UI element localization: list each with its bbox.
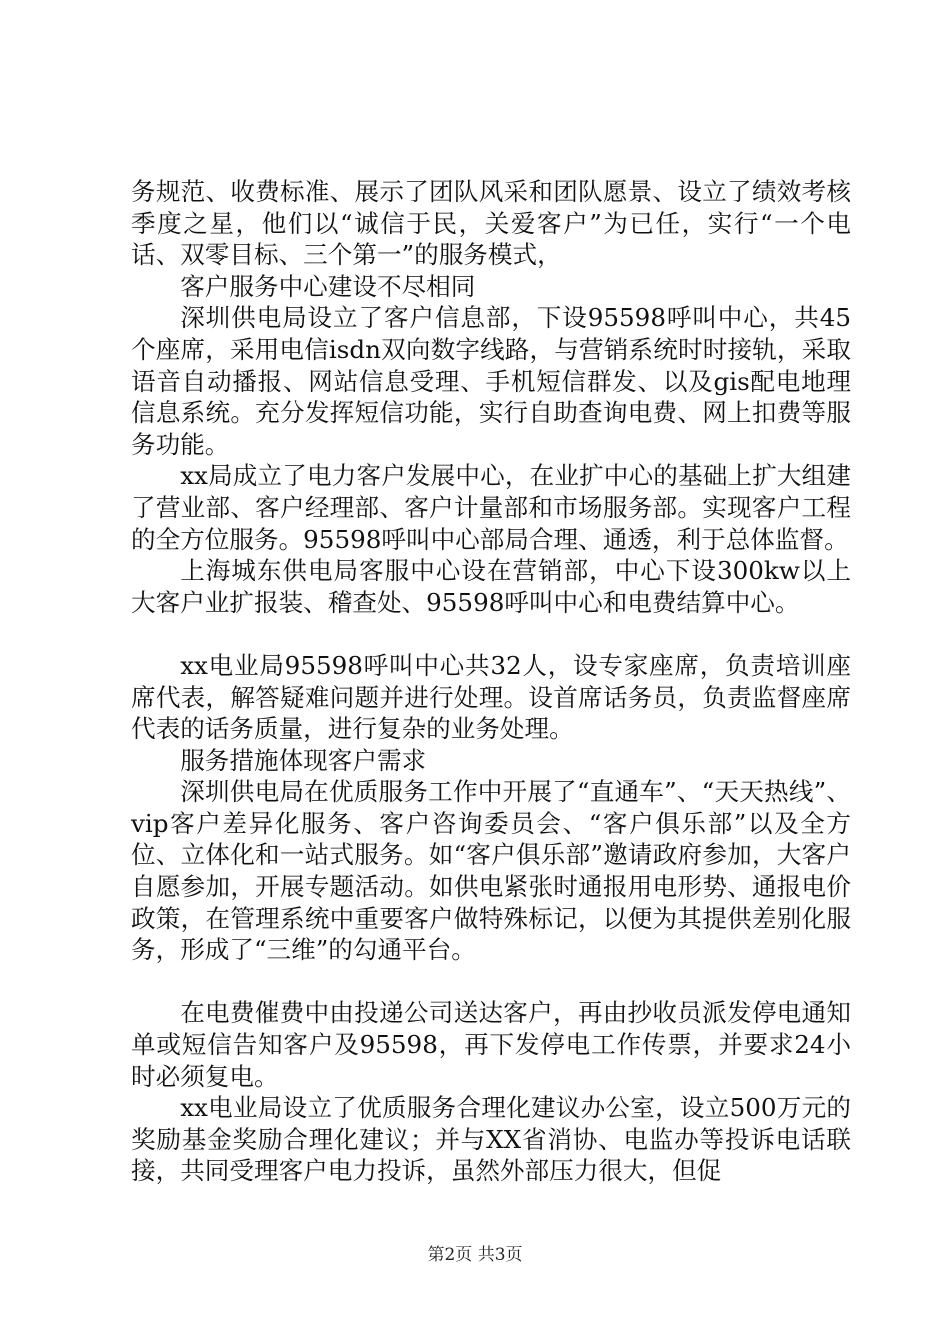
paragraph-shenzhen-info-dept: 深圳供电局设立了客户信息部，下设95598呼叫中心，共45个座席，采用电信isdn双向数字线路，与营销系统时时接轨，采取语音自动播报、网站信息受理、手机短信群发、以及gis配电地理信息系统。充分发挥短信功能，实行自助查询电费、网上扣费等服务功能。 bbox=[131, 303, 851, 459]
paragraph-fee-collection: 在电费催费中由投递公司送达客户，再由抄收员派发停电通知单或短信告知客户及95598，再下发停电工作传票，并要求24小时必须复电。 bbox=[131, 998, 851, 1091]
paragraph-xx-bureau-dev-center: xx局成立了电力客户发展中心，在业扩中心的基础上扩大组建了营业部、客户经理部、客户计量部和市场服务部。实现客户工程的全方位服务。95598呼叫中心部局合理、通透，利于总体监督。 bbox=[131, 461, 851, 554]
document-body bbox=[131, 176, 851, 1187]
paragraph-continued: 务规范、收费标准、展示了团队风采和团队愿景、设立了绩效考核季度之星，他们以“诚信于民，关爱客户”为已任，实行“一个电话、双零目标、三个第一”的服务模式， bbox=[131, 177, 851, 270]
paragraph-xx-call-center: xx电业局95598呼叫中心共32人，设专家座席，负责培训座席代表，解答疑难问题并进行处理。设首席话务员，负责监督座席代表的话务质量，进行复杂的业务处理。 bbox=[131, 650, 851, 744]
paragraph-shenzhen-quality-service: 深圳供电局在优质服务工作中开展了“直通车”、“天天热线”、vip客户差异化服务、客户咨询委员会、“客户俱乐部”以及全方位、立体化和一站式服务。如“客户俱乐部”邀请政府参加，大客户自愿参加，开展专题活动。如供电紧张时通报用电形势、通报电价政策，在管理系统中重要客户做特殊标记，以便为其提供差别化服务，形成了“三维”的勾通平台。 bbox=[131, 777, 851, 965]
paragraph-xx-suggestion-office: xx电业局设立了优质服务合理化建议办公室，设立500万元的奖励基金奖励合理化建议；并与XX省消协、电监办等投诉电话联接，共同受理客户电力投诉，虽然外部压力很大，但促 bbox=[131, 1093, 851, 1186]
section-heading-service-measures: 服务措施体现客户需求 bbox=[180, 745, 427, 775]
page-footer: 第2页 共3页 bbox=[427, 1245, 523, 1265]
paragraph-shanghai-chengdong: 上海城东供电局客服中心设在营销部，中心下设300kw以上大客户业扩报装、稽查处、95598呼叫中心和电费结算中心。 bbox=[131, 556, 851, 617]
section-heading-customer-service-center: 客户服务中心建设不尽相同 bbox=[180, 271, 476, 301]
